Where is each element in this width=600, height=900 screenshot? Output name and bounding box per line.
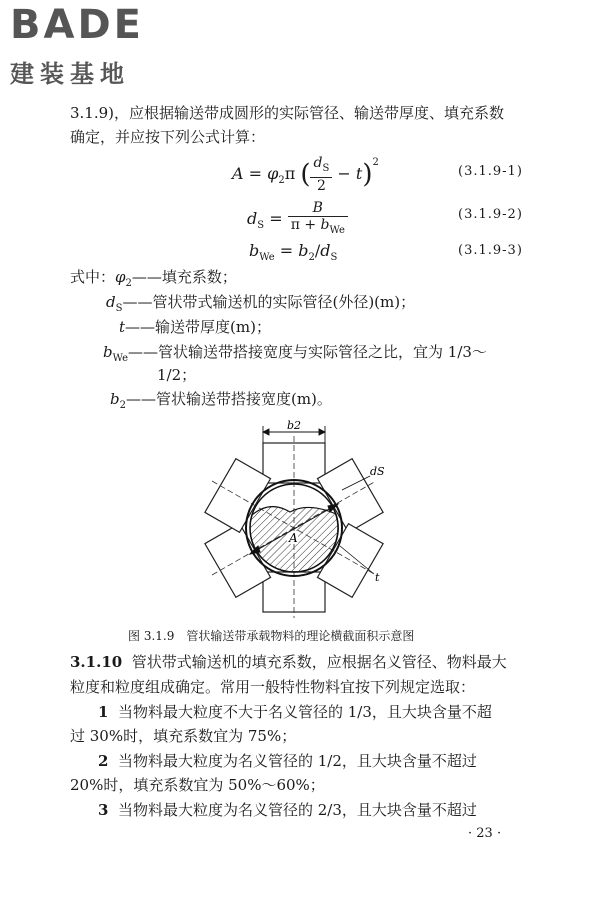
formula-3-1-9-3: $b_{We} = b_2/d_S$ xyxy=(249,241,338,264)
def-t-text: ——输送带厚度(m)； xyxy=(125,318,271,336)
item-3-text: 当物料最大粒度为名义管径的 2/3，且大块含量不超过 xyxy=(117,801,477,819)
item-1-text: 当物料最大粒度不大于名义管径的 1/3，且大块含量不超 xyxy=(117,703,492,721)
def-bwe-text: ——管状输送带搭接宽度与实际管径之比，宜为 1/3～ xyxy=(128,343,487,361)
formula-number-2: (3.1.9-2) xyxy=(458,207,523,222)
def-ds: $d_S——$管状带式输送机的实际管径(外径)(m)； xyxy=(106,293,416,314)
section-item-1-line-1 xyxy=(98,701,492,723)
def-phi2: 式中：$\varphi_2——$填充系数； xyxy=(70,268,237,289)
item-2-number: 2 xyxy=(98,752,109,770)
section-3-1-10-line-2: 粒度和粒度组成确定。常用一般特性物料宜按下列规定选取： xyxy=(70,678,476,696)
formula-number-1: (3.1.9-1) xyxy=(458,164,523,179)
section-item-2-line-2: 20%时，填充系数宜为 50%～60%； xyxy=(70,776,325,794)
formula-number-3: (3.1.9-3) xyxy=(458,243,523,258)
def-b2: $b_2——$管状输送带搭接宽度(m)。 xyxy=(110,390,332,411)
intro-line-2: 确定，并应按下列公式计算： xyxy=(70,128,266,146)
intro-line-1: 3.1.9)，应根据输送带成圆形的实际管径、输送带厚度、填充系数 xyxy=(70,104,505,122)
def-b2-text: ——管状输送带搭接宽度(m)。 xyxy=(125,390,332,408)
section-number: 3.1.10 xyxy=(70,653,123,671)
def-bwe-cont: 1/2； xyxy=(157,366,197,384)
label-b2: b2 xyxy=(287,419,302,432)
label-ds: dS xyxy=(370,465,385,478)
def-bwe: $b_{We}——$管状输送带搭接宽度与实际管径之比，宜为 1/3～ xyxy=(103,343,487,364)
item-1-number: 1 xyxy=(98,703,109,721)
section-line-1-text: 管状带式输送机的填充系数，应根据名义管径、物料最大 xyxy=(131,653,507,671)
def-lead: 式中： xyxy=(70,268,116,286)
def-t: t——输送带厚度(m)； xyxy=(119,318,271,336)
label-t: t xyxy=(375,571,380,584)
section-3-1-10-line-1 xyxy=(70,651,507,673)
pipe-belt-diagram xyxy=(190,418,400,618)
def-ds-text: ——管状带式输送机的实际管径(外径)(m)； xyxy=(122,293,416,311)
page-number: · 23 · xyxy=(468,826,502,841)
formula-3-1-9-1: $A = \varphi_2\pi$ ( $\frac{d_S}{2}$ − t)$^2$ xyxy=(232,155,379,194)
section-item-3-line-1 xyxy=(98,799,477,821)
def-phi2-text: ——填充系数； xyxy=(131,268,237,286)
brand-logo: BADE xyxy=(10,2,144,48)
item-3-number: 3 xyxy=(98,801,109,819)
item-2-text: 当物料最大粒度为名义管径的 1/2，且大块含量不超过 xyxy=(117,752,477,770)
section-item-2-line-1 xyxy=(98,750,477,772)
formula-3-1-9-2: $d_S$ = $\frac{B}{\pi + b_{We}}$ xyxy=(247,200,348,239)
brand-subtitle: 建装基地 xyxy=(10,60,130,88)
label-A: A xyxy=(289,531,298,545)
section-item-1-line-2: 过 30%时，填充系数宜为 75%； xyxy=(70,727,297,745)
figure-caption: 图 3.1.9 管状输送带承载物料的理论横截面积示意图 xyxy=(128,629,415,643)
